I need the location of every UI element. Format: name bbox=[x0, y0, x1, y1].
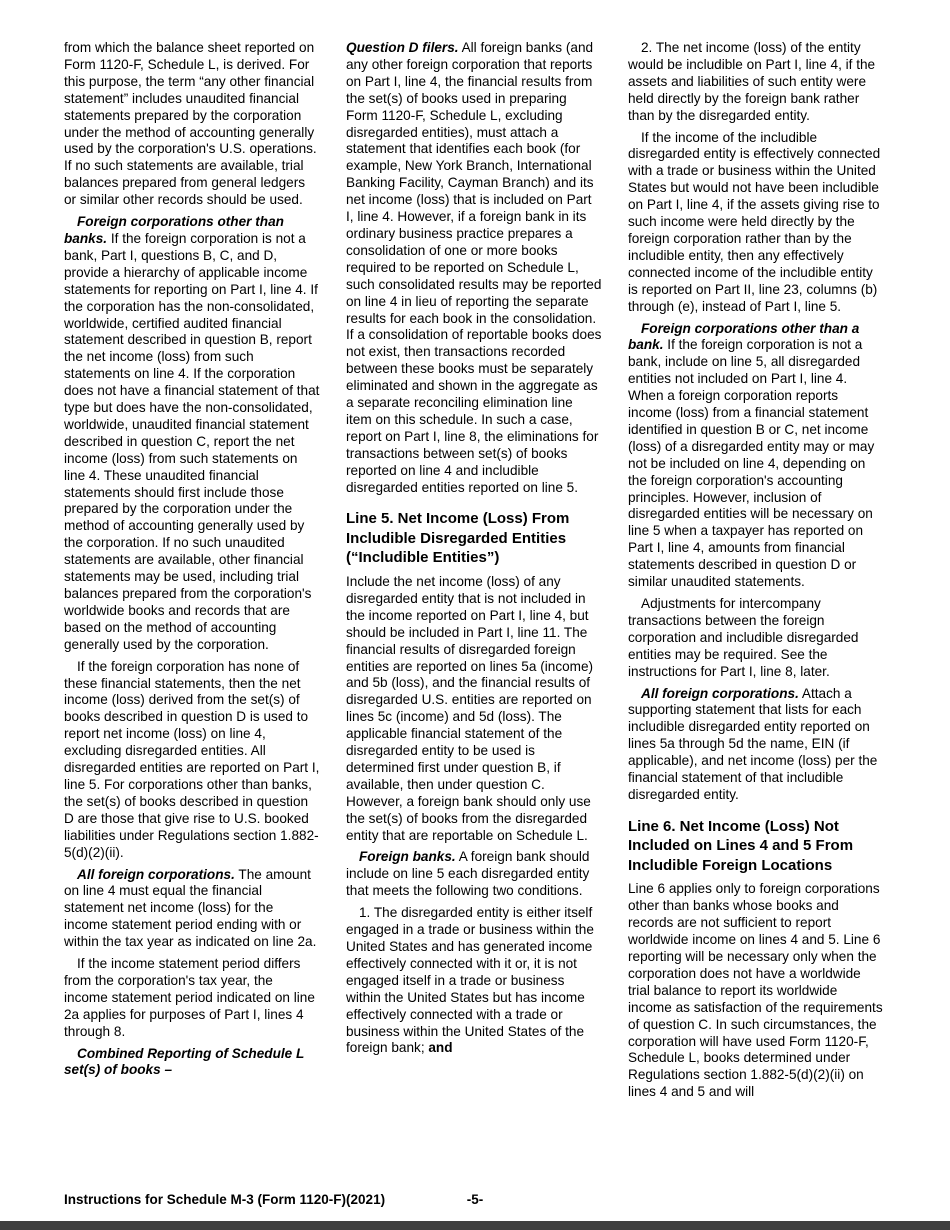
paragraph bbox=[64, 1046, 320, 1080]
paragraph bbox=[346, 40, 602, 496]
paragraph-lead: All foreign corporations. bbox=[77, 866, 235, 882]
paragraph-text: from which the balance sheet reported on Form 1120-F, Schedule L, is derived. For this purpose, the term “any other financial statement” includes unaudited financial statements prepared by the corporation under the method of accounting generally used by the corporation's U.S. operations. If no such statements are available, trial balances prepared from general ledgers or similar other records should be used. bbox=[64, 40, 317, 208]
section-heading-line-5: Line 5. Net Income (Loss) From Includible Disregarded Entities (“Includible Entities”) bbox=[346, 510, 570, 567]
paragraph-lead: All foreign corporations. bbox=[641, 685, 799, 701]
paragraph-text: 2. The net income (loss) of the entity would be includible on Part I, line 4, if the assets and liabilities of such entity were held directly by the foreign bank rather than by the disregarded entity. bbox=[628, 40, 876, 123]
paragraph bbox=[628, 596, 884, 681]
paragraph-lead: Foreign corporations other than a bank. bbox=[628, 320, 860, 353]
paragraph-text: If the foreign corporation is not a bank, Part I, questions B, C, and D, provide a hierarchy of applicable income statements for reporting on Part I, line 4. If the corporation has the non-consolidated, worldwide, certified audited financial statement described in question B, report the net income (loss) from such statements on line 4. If the corporation does not have a financial statement of that type but does have the non-consolidated, worldwide, unaudited financial statement described in question C, report the net income (loss) from such statements on line 4. These unaudited financial statements should first include those prepared by the corporation under the method of accounting generally used by the corporation. If no such unaudited statements are available, other financial statements may be used, including trial balances prepared from the corporation's worldwide books and records that are based on the method of accounting generally used by the corporation. bbox=[64, 230, 320, 652]
section-heading-line-6: Line 6. Net Income (Loss) Not Included on Lines 4 and 5 From Includible Foreign Locations bbox=[628, 817, 854, 874]
paragraph-text: The amount on line 4 must equal the financial statement net income (loss) for the income statement period ending with or within the tax year as indicated on line 2a. bbox=[64, 866, 317, 950]
paragraph-lead: Foreign corporations other than banks. bbox=[64, 214, 284, 246]
paragraph bbox=[346, 574, 602, 845]
paragraph-lead: Combined Reporting of Schedule L set(s) of books – bbox=[64, 1045, 305, 1078]
paragraph-text: Include the net income (loss) of any disregarded entity that is not included in the income reported on Part I, line 4, but should be included in Part I, line 11. The financial results of disregarded foreign entities are reported on lines 5a (income) and 5b (loss), and the financial results of disregarded U.S. entities are reported on lines 5c (income) and 5d (loss). The applicable financial statement of the disregarded entity to be used is determined first under question B, if available, then under question C. However, a foreign bank should only use the set(s) of books from the disregarded entity that are reportable on Schedule L. bbox=[346, 573, 594, 843]
paragraph bbox=[64, 214, 320, 654]
paragraph bbox=[64, 956, 320, 1041]
paragraph bbox=[628, 130, 884, 316]
paragraph bbox=[346, 849, 602, 900]
page-number: -5- bbox=[466, 1192, 484, 1207]
paragraph-lead: Question D filers. bbox=[346, 40, 459, 55]
numbered-item-1 bbox=[346, 905, 602, 1057]
paragraph-text: If the foreign corporation is not a bank, include on line 5, all disregarded entities not included on Part I, line 4. When a foreign corporation reports income (loss) from a financial statement identified in question B or C, net income (loss) of a disregarded entity may or may not be included on line 4, depending on the foreign corporation's accounting principles. However, inclusion of disregarded entities will be necessary on line 5 when a taxpayer has reported on Part I, line 4, amounts from financial statements described in question D or similar unaudited statements. bbox=[628, 337, 875, 590]
paragraph-text: If the income of the includible disregarded entity is effectively connected with a trade or business within the United States but would not have been includible on Part I, line 4, if the assets giving rise to such income were held directly by the foreign corporation rather than by the includible entity, then any effectively connected income of the includible entity is reported on Part II, line 23, columns (b) through (e), instead of Part I, line 5. bbox=[628, 129, 881, 314]
column-1 bbox=[64, 40, 320, 1106]
paragraph bbox=[628, 321, 884, 592]
bold-text: and bbox=[428, 1040, 453, 1056]
column-2 bbox=[346, 40, 602, 1106]
paragraph-text: All foreign banks (and any other foreign corporation that reports on Part I, line 4, the financial results from the set(s) of books used in preparing Form 1120-F, Schedule L, excluding disregarded entities), must attach a statement that identifies each book (for example, New York Branch, International Banking Facility, Cayman Branch) and its net income (loss) that is included on Part I, line 4. However, if a foreign bank in its ordinary business practice prepares a consolidation of one or more books required to be reported on Schedule L, such consolidated results may be reported on line 4 in lieu of reporting the separate results for each book in the consolidation. If a consolidation of reportable books does not exist, then transactions recorded between these books must be separately eliminated and shown in the aggregate as a separate reconciling elimination line item on this schedule. In such a case, report on Part I, line 8, the eliminations for transactions between set(s) of books reported on line 4 and includible disregarded entities reported on line 5. bbox=[346, 40, 602, 495]
numbered-item-2 bbox=[628, 40, 884, 125]
text-columns bbox=[64, 40, 886, 1106]
column-3 bbox=[628, 40, 884, 1106]
paragraph-text: Adjustments for intercompany transactions between the foreign corporation and includible disregarded entities may be required. See the instructions for Part I, line 8, later. bbox=[628, 596, 859, 679]
paragraph bbox=[64, 659, 320, 862]
paragraph bbox=[64, 40, 320, 209]
page-footer bbox=[64, 1192, 886, 1208]
footer-title: Instructions for Schedule M-3 (Form 1120-F)(2021) bbox=[64, 1192, 386, 1207]
paragraph bbox=[628, 881, 884, 1101]
paragraph-lead: Foreign banks. bbox=[359, 849, 456, 865]
page-edge bbox=[0, 1221, 950, 1230]
paragraph-text: Line 6 applies only to foreign corporations other than banks whose books and records are not sufficient to report worldwide income on lines 4 and 5. Line 6 reporting will be necessary only when the corporation does not have a worldwide trial balance to report its worldwide income as satisfaction of the requirements of question C. In such circumstances, the corporation will have used Form 1120-F, Schedule L, books determined under Regulations section 1.882-5(d)(2)(ii) on lines 4 and 5 and will bbox=[628, 881, 883, 1100]
paragraph-text: If the income statement period differs from the corporation's tax year, the income statement period indicated on line 2a applies for purposes of Part I, lines 4 through 8. bbox=[64, 956, 315, 1039]
paragraph-text: If the foreign corporation has none of these financial statements, then the net income (loss) derived from the set(s) of books described in question D is used to report net income (loss) on line 4, excluding disregarded entities. All disregarded entities are reported on Part I, line 5. For corporations other than banks, the set(s) of books described in question D are those that give rise to U.S. booked liabilities under Regulations section 1.882-5(d)(2)(ii). bbox=[64, 658, 320, 860]
paragraph-text: 1. The disregarded entity is either itself engaged in a trade or business within the United States and has generated income effectively connected with it or, it is not engaged itself in a trade or business within the United States but has income effectively connected with a trade or business within the United States of the foreign bank; bbox=[346, 905, 594, 1056]
paragraph bbox=[64, 867, 320, 952]
paragraph bbox=[628, 686, 884, 804]
paragraph-text: Attach a supporting statement that lists for each includible disregarded entity reported on lines 5a through 5d the name, EIN (if applicable), and net income (loss) per the financial statement of that includible disregarded entity. bbox=[628, 685, 878, 802]
paragraph-text: A foreign bank should include on line 5 each disregarded entity that meets the following two conditions. bbox=[346, 849, 590, 899]
